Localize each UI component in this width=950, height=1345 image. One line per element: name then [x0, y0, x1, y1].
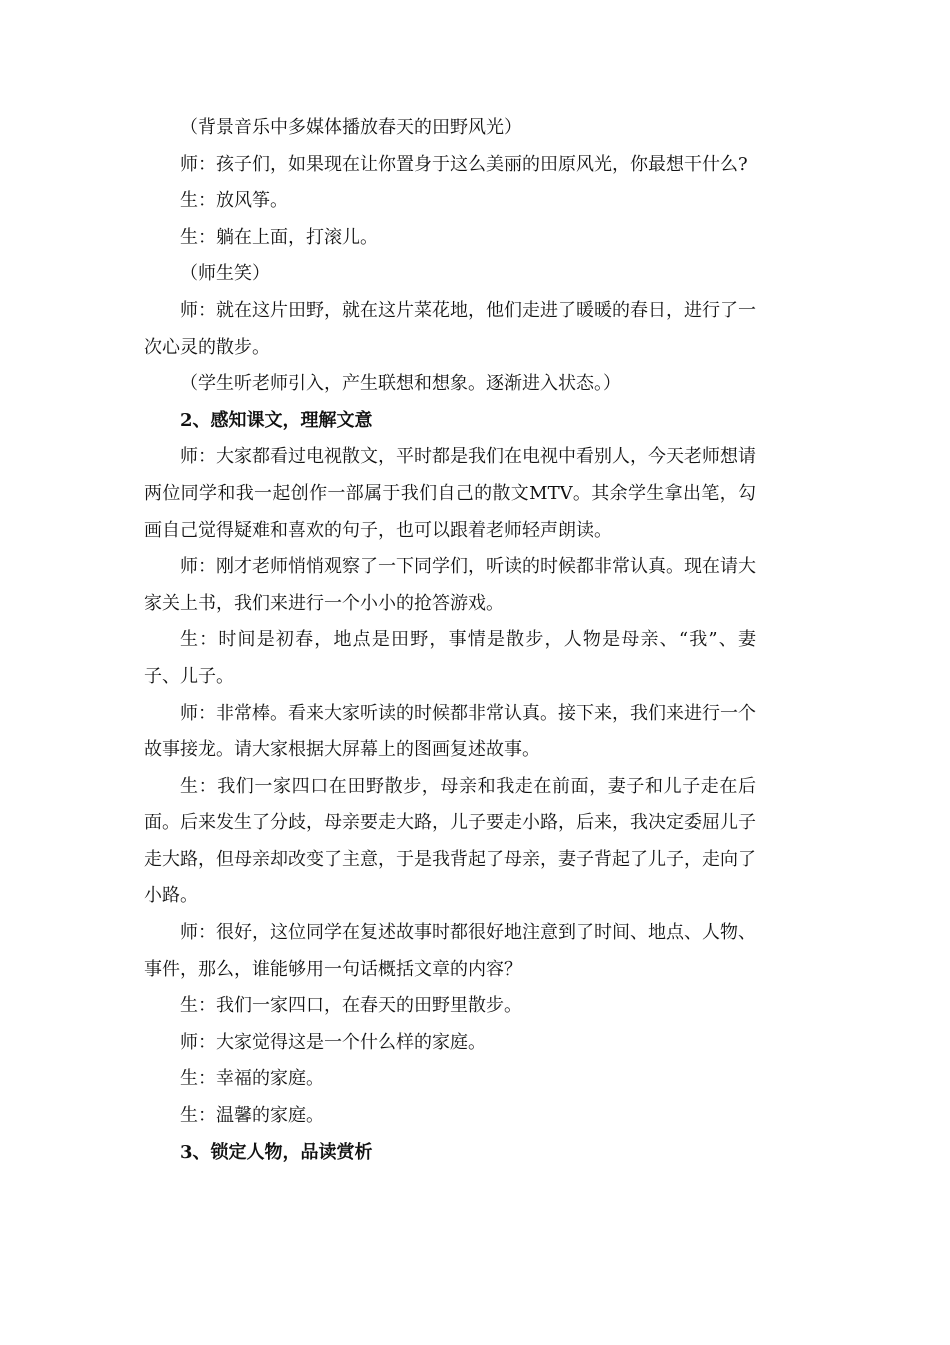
paragraph-student-elements: 生：时间是初春，地点是田野，事情是散步，人物是母亲、“我”、妻子、儿子。 — [144, 629, 756, 687]
paragraph-teacher-mtv: 师：大家都看过电视散文，平时都是我们在电视中看别人，今天老师想请两位同学和我一起创作一部属于我们自己的散文MTV。其余学生拿出笔，勾画自己觉得疑难和喜欢的句子，也可以跟着老师轻声朗读。 — [144, 446, 756, 541]
paragraph-student-retell: 生：我们一家四口在田野散步，母亲和我走在前面，妻子和儿子走在后面。后来发生了分歧，母亲要走大路，儿子要走小路，后来，我决定委屈儿子走大路，但母亲却改变了主意，于是我背起了母亲，妻子背起了儿子，走向了小路。 — [144, 775, 756, 907]
paragraph-student-happy: 生：幸福的家庭。 — [180, 1068, 324, 1090]
paragraph-teacher-story-relay: 师：非常棒。看来大家听读的时候都非常认真。接下来，我们来进行一个故事接龙。请大家根据大屏幕上的图画复述故事。 — [144, 702, 756, 761]
section-heading-2: 2、感知课文，理解文意 — [180, 409, 373, 431]
paragraph-student-state: （学生听老师引入，产生联想和想象。逐渐进入状态。） — [180, 373, 621, 395]
section-heading-3: 3、锁定人物，品读赏析 — [180, 1141, 373, 1163]
paragraph-teacher-question: 师：孩子们，如果现在让你置身于这么美丽的田原风光，你最想干什么? — [180, 153, 748, 175]
paragraph-background-music: （背景音乐中多媒体播放春天的田野风光） — [180, 117, 522, 138]
paragraph-teacher-intro: 师：就在这片田野，就在这片菜花地，他们走进了暖暖的春日，进行了一次心灵的散步。 — [144, 299, 756, 358]
paragraph-student-summary: 生：我们一家四口，在春天的田野里散步。 — [180, 995, 522, 1017]
paragraph-student-answer-kite: 生：放风筝。 — [180, 190, 288, 212]
paragraph-student-answer-roll: 生：躺在上面，打滚儿。 — [180, 226, 378, 248]
paragraph-teacher-quiz: 师：刚才老师悄悄观察了一下同学们，听读的时候都非常认真。现在请大家关上书，我们来进行一个小小的抢答游戏。 — [144, 556, 756, 614]
paragraph-student-warm: 生：温馨的家庭。 — [180, 1105, 324, 1127]
paragraph-teacher-summary-question: 师：很好，这位同学在复述故事时都很好地注意到了时间、地点、人物、事件，那么，谁能够用一句话概括文章的内容？ — [144, 922, 756, 980]
paragraph-teacher-family-question: 师：大家觉得这是一个什么样的家庭。 — [180, 1031, 486, 1053]
paragraph-laughter: （师生笑） — [180, 263, 270, 285]
document-page — [144, 110, 756, 1171]
